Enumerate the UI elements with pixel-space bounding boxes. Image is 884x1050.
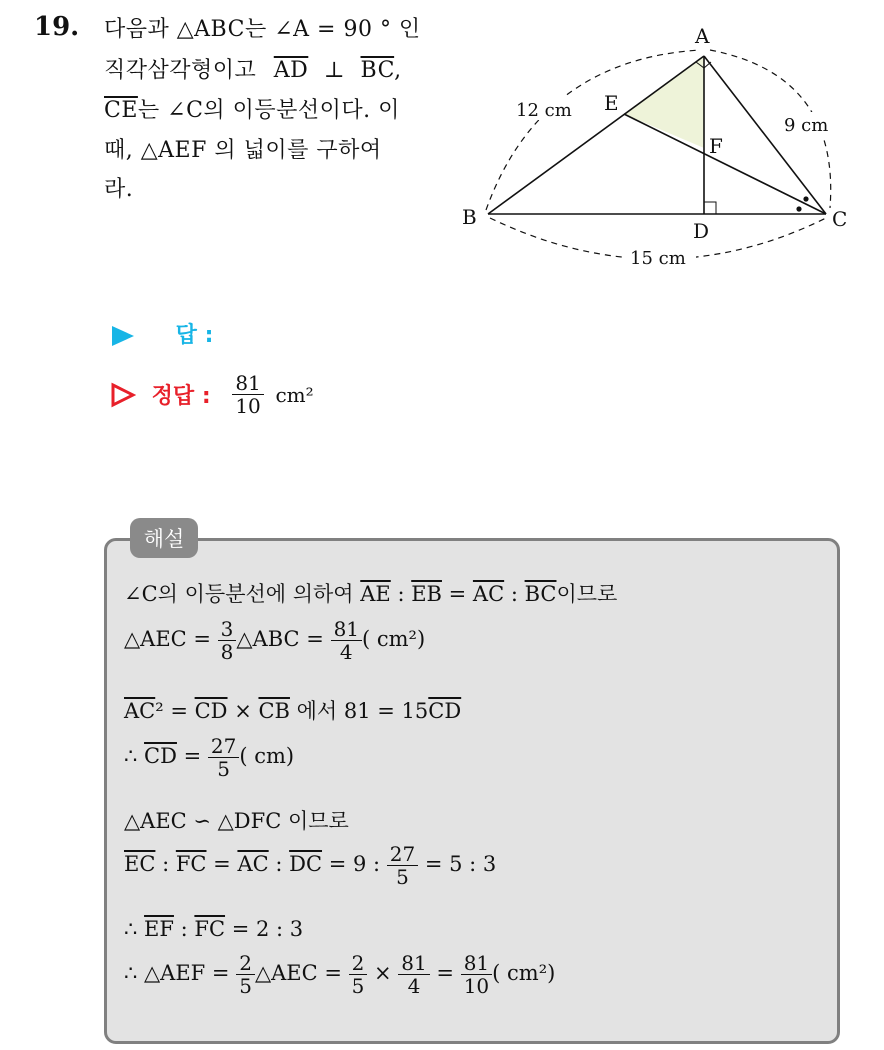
solution-line-5: △AEC ∽ △DFC 이므로 — [124, 809, 349, 833]
solution-line-3: $\overline{AC}^2 = \overline{CD} \times \overline{CB}$ 에서 $81 = 15\overline{CD}$ — [124, 699, 462, 723]
solution-line-8: ∴ △AEF = $\frac{2}{5}$ △AEC = $\frac{2}{5}$ × $\frac{81}{4}$ = $\frac{81}{10}$ ( cm²) — [124, 951, 556, 998]
segment-bc: $\overline{BC}$ — [360, 58, 395, 83]
label-c: C — [832, 207, 848, 231]
answer-denominator: 10 — [235, 394, 261, 418]
length-bc: 15 cm — [630, 248, 686, 269]
question-number: 19. — [34, 12, 80, 42]
length-ab: 12 cm — [516, 100, 572, 121]
angle-mark-1 — [803, 196, 808, 201]
answer-numerator: 81 — [232, 372, 263, 395]
segment-ce: $\overline{CE}$ — [104, 98, 138, 123]
label-f: F — [709, 134, 723, 158]
solution-line-6: $\overline{EC}$ : $\overline{FC} = \overline{AC}$ : $\overline{DC} = 9$ : $\frac{27}{5}$ = 5 : 3 — [124, 842, 497, 889]
solution-line-2: △AEC = $\frac{3}{8}$ △ABC = $\frac{81}{4}$ ( cm²) — [124, 617, 426, 664]
segment-ad: $\overline{AD}$ — [273, 58, 309, 83]
question-line-5: 라. — [104, 177, 134, 202]
question-line-2-text: 직각삼각형이고 — [104, 58, 257, 83]
length-ac: 9 cm — [784, 115, 829, 136]
label-e: E — [604, 91, 619, 115]
answer-fraction — [232, 372, 263, 417]
triangle-figure — [440, 14, 860, 276]
question-line-4: 때, △AEF 의 넓이를 구하여 — [104, 138, 382, 163]
label-b: B — [462, 205, 477, 229]
question-line-3-text: 는 ∠C의 이등분선이다. 이 — [137, 98, 400, 123]
solution-line-4: ∴ $\overline{CD}$ = $\frac{27}{5}$ ( cm) — [124, 734, 295, 781]
side-ab — [488, 56, 704, 214]
answer-row — [110, 318, 213, 349]
solution-line-7: ∴ $\overline{EF}$ : $\overline{FC} = 2$ : 3 — [124, 917, 304, 941]
solution-tag: 해설 — [130, 518, 198, 558]
label-d: D — [693, 219, 710, 243]
solution-line-1: ∠C의 이등분선에 의하여 $\overline{AE}$ : $\overline{EB} = \overline{AC}$ : $\overline{BC}$이므로 — [124, 582, 618, 606]
correct-answer-label: 정답 : — [151, 384, 211, 409]
correct-answer-row — [110, 372, 314, 417]
outline-arrow-icon — [110, 382, 136, 408]
angle-mark-2 — [796, 206, 801, 211]
question-line-1: 다음과 △ABC는 ∠A = 90 ° 인 — [104, 17, 421, 42]
question-line-3 — [104, 93, 400, 124]
answer-unit: cm² — [275, 382, 314, 407]
perp-symbol: ⊥ — [323, 58, 345, 83]
right-angle-d — [704, 202, 716, 214]
question-line-2 — [104, 53, 402, 84]
answer-label: 답 : — [175, 323, 214, 348]
comma: , — [394, 58, 402, 83]
label-a: A — [695, 24, 710, 48]
play-arrow-icon — [110, 323, 136, 349]
